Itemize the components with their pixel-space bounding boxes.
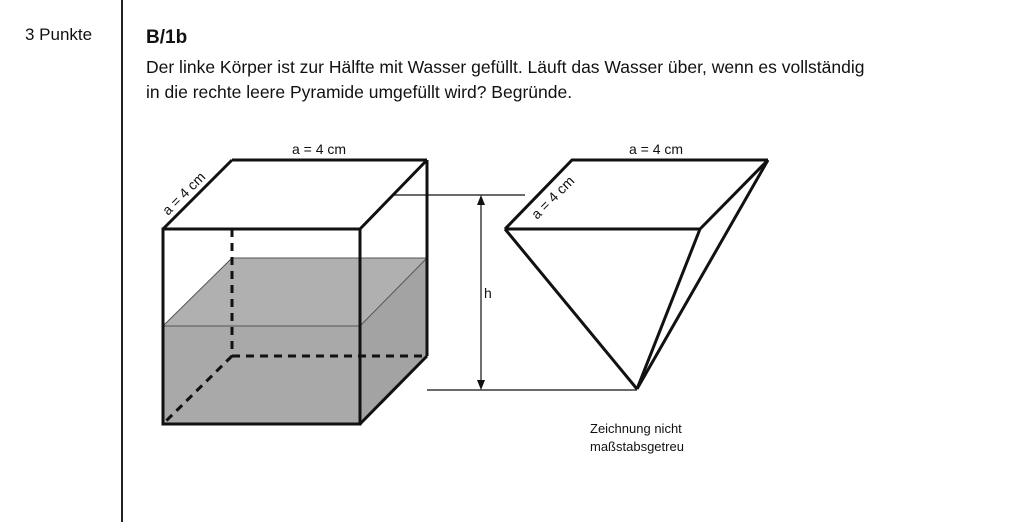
scale-note xyxy=(590,420,730,456)
task-text-line-1: Der linke Körper ist zur Hälfte mit Wasser gefüllt. Läuft das Wasser über, wenn es vollständig xyxy=(146,57,865,77)
cube-side-edge-label: a = 4 cm xyxy=(158,168,209,219)
height-arrow-bottom xyxy=(477,380,485,390)
height-arrow-top xyxy=(477,195,485,205)
scale-note-line-2: maßstabsgetreu xyxy=(590,439,684,454)
pyramid-side-edge-label: a = 4 cm xyxy=(527,172,578,223)
water-front-face xyxy=(163,326,360,424)
height-label: h xyxy=(484,285,492,301)
pyramid-top-edge-label: a = 4 cm xyxy=(629,141,684,157)
cube-top-edge-label: a = 4 cm xyxy=(292,141,347,157)
height-marker xyxy=(393,195,637,390)
scale-note-line-1: Zeichnung nicht xyxy=(590,421,682,436)
water-volume xyxy=(163,258,427,424)
task-text-line-2: in die rechte leere Pyramide umgefüllt wird? Begründe. xyxy=(146,82,573,102)
task-id: B/1b xyxy=(146,27,188,48)
points-label: 3 Punkte xyxy=(25,25,93,44)
